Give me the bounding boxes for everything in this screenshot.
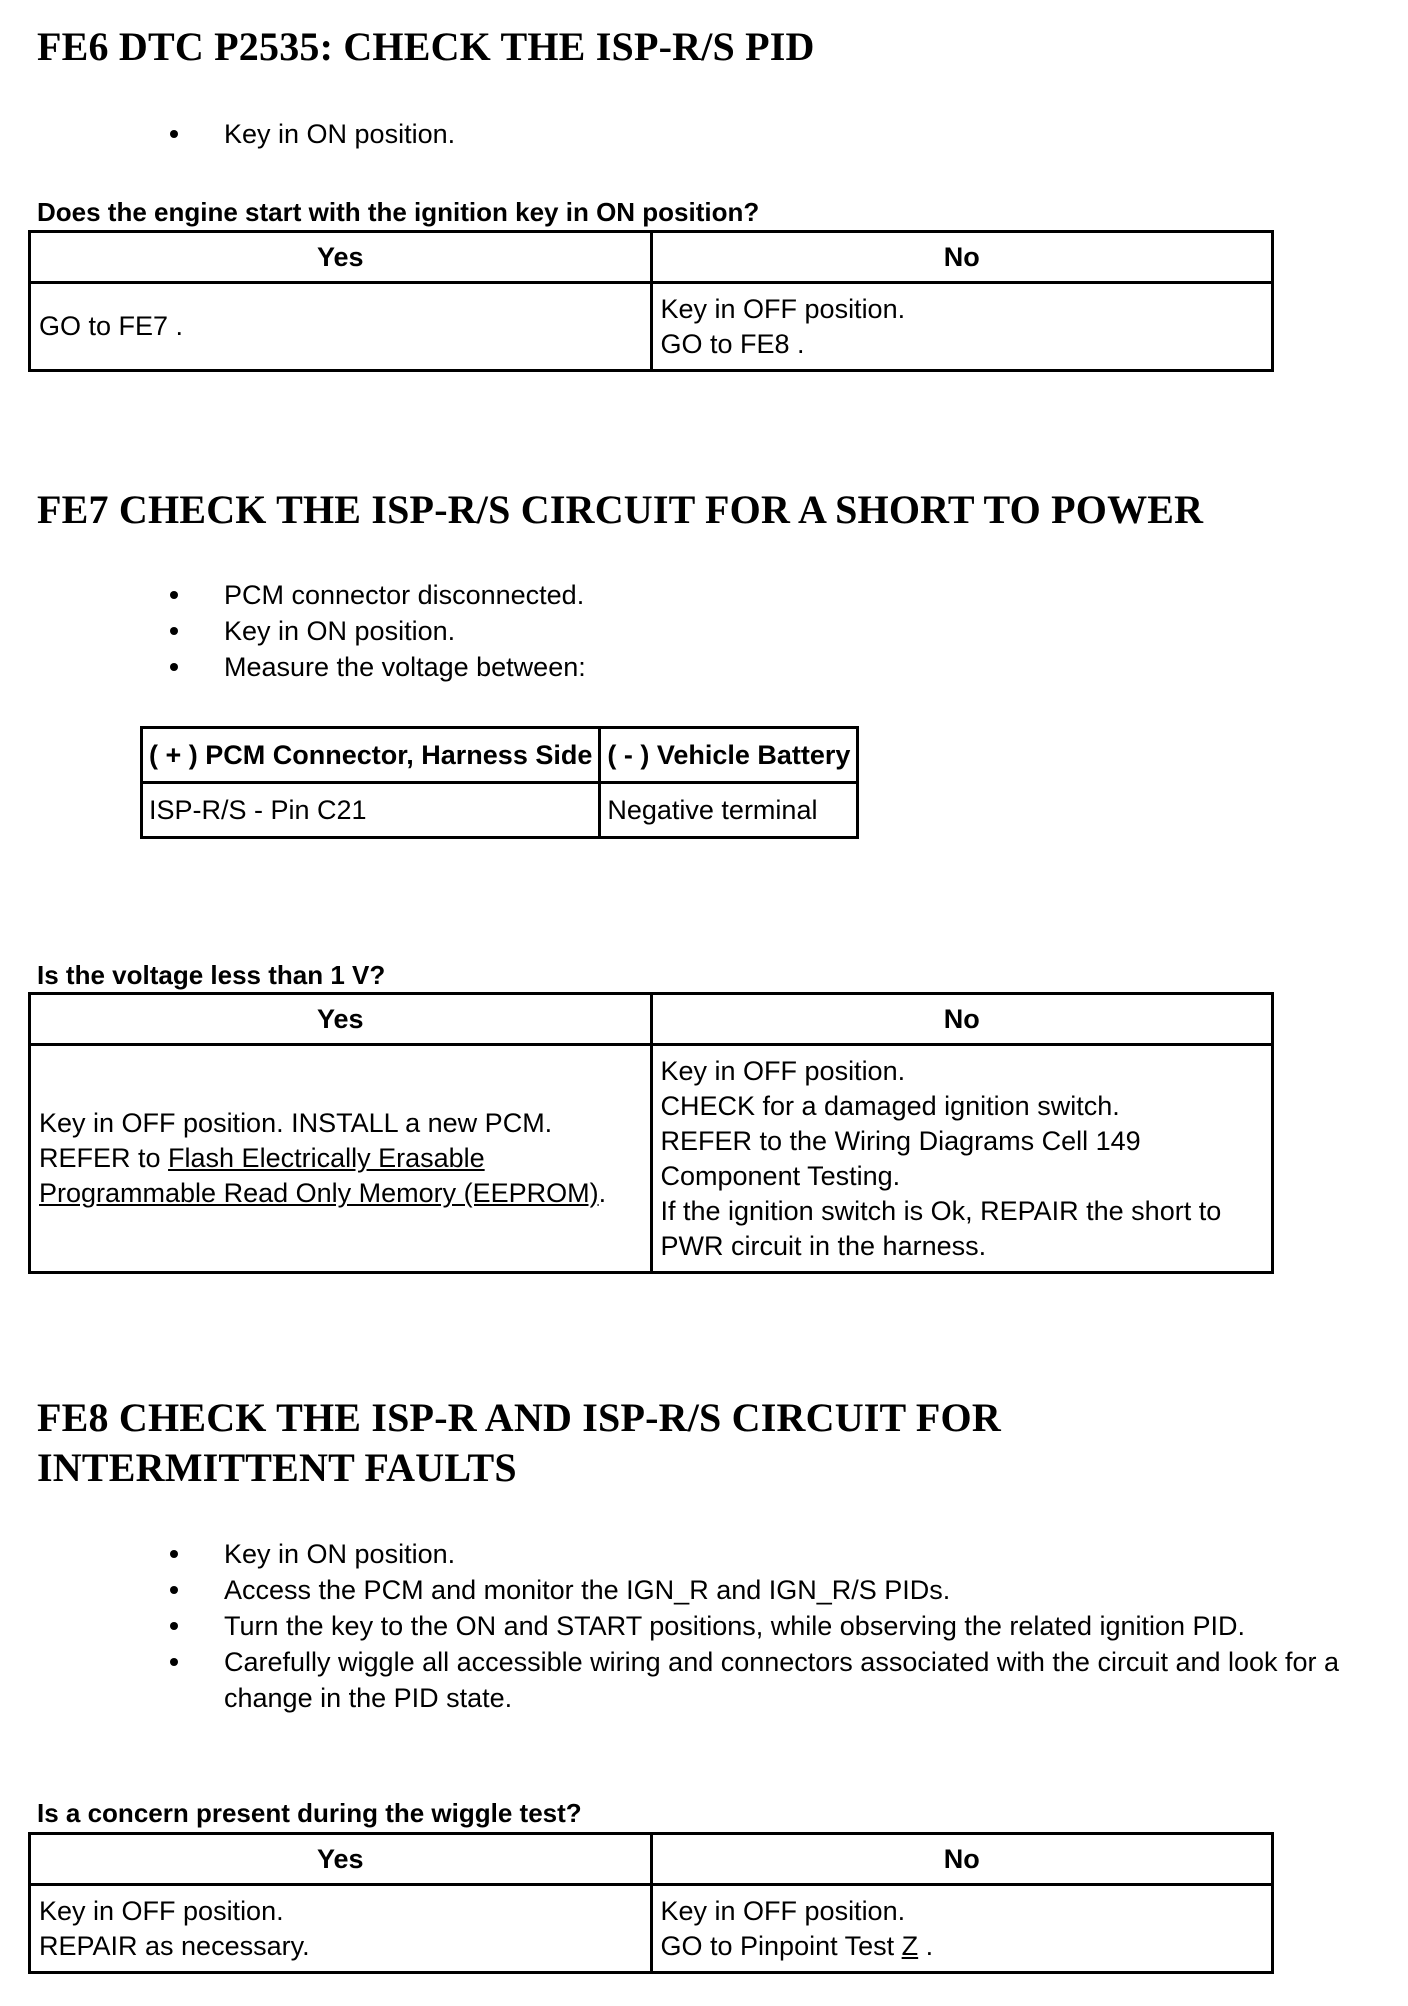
eeprom-link[interactable]: Flash Electrically Erasable Programmable Read Only Memory (EEPROM) (39, 1143, 599, 1208)
no-cell (651, 1885, 1273, 1973)
bullet-item: Carefully wiggle all accessible wiring and connectors associated with the circuit and look for a change in the PID state. (165, 1644, 1404, 1716)
yes-line: Key in OFF position. INSTALL a new PCM. (39, 1108, 553, 1138)
no-header: No (651, 994, 1273, 1045)
no-line: Key in OFF position. (660, 293, 906, 324)
fe8-bullets (165, 1536, 1404, 1716)
fe7-question: Is the voltage less than 1 V? (37, 960, 386, 990)
measure-col2-header: ( - ) Vehicle Battery (600, 728, 858, 783)
fe6-bullets (165, 116, 1404, 152)
yes-header: Yes (30, 1834, 652, 1885)
yes-header: Yes (30, 994, 652, 1045)
fe7-yes-no-table (28, 992, 1274, 1274)
bullet-item: Key in ON position. (165, 1536, 1404, 1572)
bullet-item: Key in ON position. (165, 613, 1404, 649)
no-line (661, 1929, 1264, 1964)
yes-line: Key in OFF position. (39, 1895, 284, 1926)
fe7-measure-table (140, 726, 859, 839)
no-cell (651, 1045, 1273, 1273)
no-header: No (651, 232, 1273, 283)
no-header: No (651, 1834, 1273, 1885)
no-line: Key in OFF position. (660, 1895, 906, 1926)
yes-header: Yes (30, 232, 652, 283)
measure-col2-value: Negative terminal (600, 783, 858, 838)
fe6-yes-no-table (28, 230, 1274, 372)
yes-cell (30, 1885, 652, 1973)
no-line: CHECK for a damaged ignition switch. (660, 1090, 1120, 1121)
fe7-title: FE7 CHECK THE ISP-R/S CIRCUIT FOR A SHORT TO POWER (37, 487, 1204, 532)
yes-text: GO to FE7 . (39, 311, 184, 341)
no-line2-prefix: GO to Pinpoint Test (660, 1930, 902, 1961)
bullet-item: PCM connector disconnected. (165, 577, 1404, 613)
fe8-yes-no-table (28, 1832, 1274, 1974)
bullet-item: Turn the key to the ON and START positions, while observing the related ignition PID. (165, 1608, 1404, 1644)
no-line: Key in OFF position. (660, 1055, 906, 1086)
yes-suffix: . (598, 1178, 607, 1208)
yes-cell (30, 1045, 652, 1273)
measure-col1-value: ISP-R/S - Pin C21 (142, 783, 600, 838)
measure-col1-header: ( + ) PCM Connector, Harness Side (142, 728, 600, 783)
fe6-question: Does the engine start with the ignition key in ON position? (37, 197, 760, 227)
bullet-item: Measure the voltage between: (165, 649, 1404, 685)
no-line: GO to FE8 . (660, 328, 805, 359)
fe8-title: FE8 CHECK THE ISP-R AND ISP-R/S CIRCUIT FOR INTERMITTENT FAULTS (37, 1395, 1001, 1490)
yes-line: REPAIR as necessary. (39, 1930, 310, 1961)
fe8-question: Is a concern present during the wiggle test? (37, 1798, 582, 1828)
bullet-item: Key in ON position. (165, 116, 1404, 152)
fe6-title: FE6 DTC P2535: CHECK THE ISP-R/S PID (37, 24, 815, 69)
yes-cell (30, 283, 652, 371)
no-line: If the ignition switch is Ok, REPAIR the short to PWR circuit in the harness. (660, 1195, 1222, 1261)
no-line2-suffix: . (918, 1930, 934, 1961)
pinpoint-test-z-link[interactable]: Z (901, 1930, 919, 1961)
no-cell (651, 283, 1273, 371)
bullet-item: Access the PCM and monitor the IGN_R and IGN_R/S PIDs. (165, 1572, 1404, 1608)
fe7-bullets (165, 577, 1404, 685)
no-line: REFER to the Wiring Diagrams Cell 149 Component Testing. (660, 1125, 1141, 1191)
yes-refer-prefix: REFER to (39, 1143, 169, 1173)
